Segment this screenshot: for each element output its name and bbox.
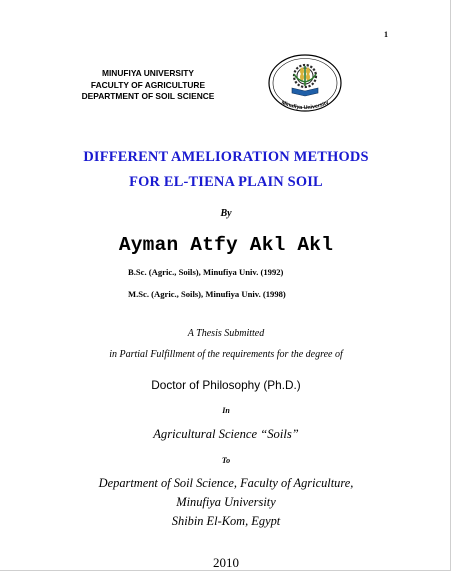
department-line-1: Department of Soil Science, Faculty of Agriculture, xyxy=(98,476,354,490)
faculty-name: FACULTY OF AGRICULTURE xyxy=(90,79,206,90)
department-line-2: Minufiya University xyxy=(176,495,276,509)
fulfillment-line: in Partial Fulfillment of the requirements for the degree of xyxy=(109,349,343,360)
logo-caption: Minufiya University xyxy=(280,99,330,112)
university-header xyxy=(60,68,236,103)
author-name: Ayman Atfy Akl Akl xyxy=(118,234,334,256)
department-name: DEPARTMENT OF SOIL SCIENCE xyxy=(81,91,215,102)
field-of-study: Agricultural Science “Soils” xyxy=(153,427,299,441)
degree-msc: M.Sc. (Agric., Soils), Minufiya Univ. (1998) xyxy=(128,289,286,299)
page-number: 1 xyxy=(384,30,388,39)
department-line-3: Shibin El-Kom, Egypt xyxy=(171,514,281,528)
by-label: By xyxy=(220,208,232,219)
title-line-1: DIFFERENT AMELIORATION METHODS xyxy=(83,149,369,165)
thesis-submitted-line: A Thesis Submitted xyxy=(187,328,265,339)
degree-sought: Doctor of Philosophy (Ph.D.) xyxy=(151,378,301,392)
degree-bsc: B.Sc. (Agric., Soils), Minufiya Univ. (1992) xyxy=(128,267,284,277)
university-logo xyxy=(264,52,346,114)
university-name: MINUFIYA UNIVERSITY xyxy=(102,68,194,78)
thesis-title xyxy=(0,145,452,195)
department-address xyxy=(0,474,452,531)
title-line-2: FOR EL-TIENA PLAIN SOIL xyxy=(129,174,323,190)
university-seal-icon xyxy=(264,52,346,114)
to-label: To xyxy=(221,456,231,465)
year: 2010 xyxy=(213,555,239,570)
in-label: In xyxy=(222,406,230,415)
